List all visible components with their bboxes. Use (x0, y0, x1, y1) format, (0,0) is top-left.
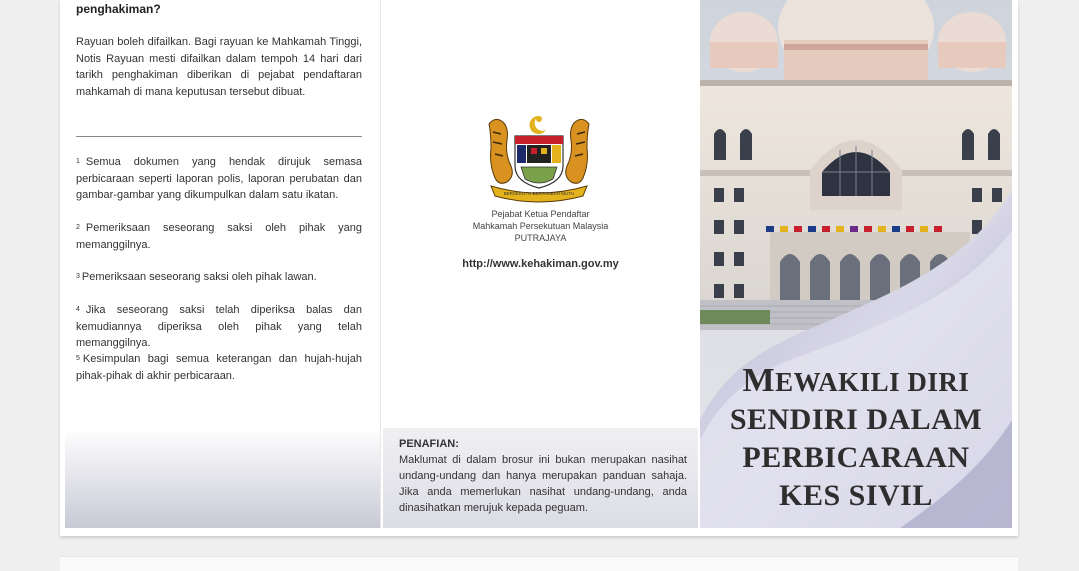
coat-of-arms-icon (481, 112, 597, 204)
disclaimer-title: PENAFIAN: (399, 438, 459, 450)
question-heading: penghakiman? (76, 2, 161, 16)
footnote-2: $^2$ Pemeriksaan seseorang saksi oleh pihak yang memanggilnya. (76, 222, 362, 251)
footnote-3: $^3$ Pemeriksaan seseorang saksi oleh pihak lawan. (76, 271, 317, 283)
footnote-5: $^5$ Kesimpulan bagi semua keterangan dan hujah-hujah pihak-pihak di akhir perbicaraan. (76, 353, 362, 382)
city-name: PUTRAJAYA (514, 233, 567, 243)
cover-title-line-3: PERBICARAAN (742, 441, 970, 474)
panel-back (380, 0, 700, 528)
website-link[interactable]: http://www.kehakiman.gov.my (462, 258, 619, 270)
footnote-1: $^1$ Semua dokumen yang hendak dirujuk semasa perbicaraan seperti laporan polis, laporan perubatan dan gambar-gambar yang dikumpulkan dalam satu ikatan. (76, 156, 362, 201)
court-name: Mahkamah Persekutuan Malaysia (472, 221, 609, 231)
footnote-4: $^4$ Jika seseorang saksi telah diperiksa balas dan kemudiannya diperiksa oleh pihak yang telah memanggilnya. (76, 304, 362, 349)
brochure-sheet (60, 0, 1018, 536)
panel-fade (65, 428, 380, 528)
cover-title (700, 362, 1012, 515)
cover-title-line-4: KES SIVIL (779, 479, 933, 512)
office-address (381, 208, 700, 244)
panel-notes (60, 0, 380, 528)
next-page-edge (60, 556, 1018, 571)
office-name: Pejabat Ketua Pendaftar (491, 209, 590, 219)
panel-cover (700, 0, 1012, 528)
cover-title-line-2: SENDIRI DALAM (729, 403, 983, 436)
cover-title-line-1: MEWAKILI DIRI (742, 362, 970, 399)
svg-text:BERSEKUTU BERTAMBAH MUTU: BERSEKUTU BERTAMBAH MUTU (503, 191, 575, 196)
divider (76, 136, 362, 137)
disclaimer-box (383, 428, 698, 528)
answer-paragraph: Rayuan boleh difailkan. Bagi rayuan ke Mahkamah Tinggi, Notis Rayuan mesti difailkan dalam tempoh 14 hari dari tarikh penghakiman diberikan di pejabat pendaftaran mahkamah di mana keputusan tersebut dibuat. (76, 36, 362, 98)
disclaimer-text: Maklumat di dalam brosur ini bukan merupakan nasihat undang-undang dan hanya merupakan panduan sahaja. Jika anda memerlukan nasihat undang-undang, anda dinasihatkan merujuk kepada peguam. (399, 454, 687, 514)
